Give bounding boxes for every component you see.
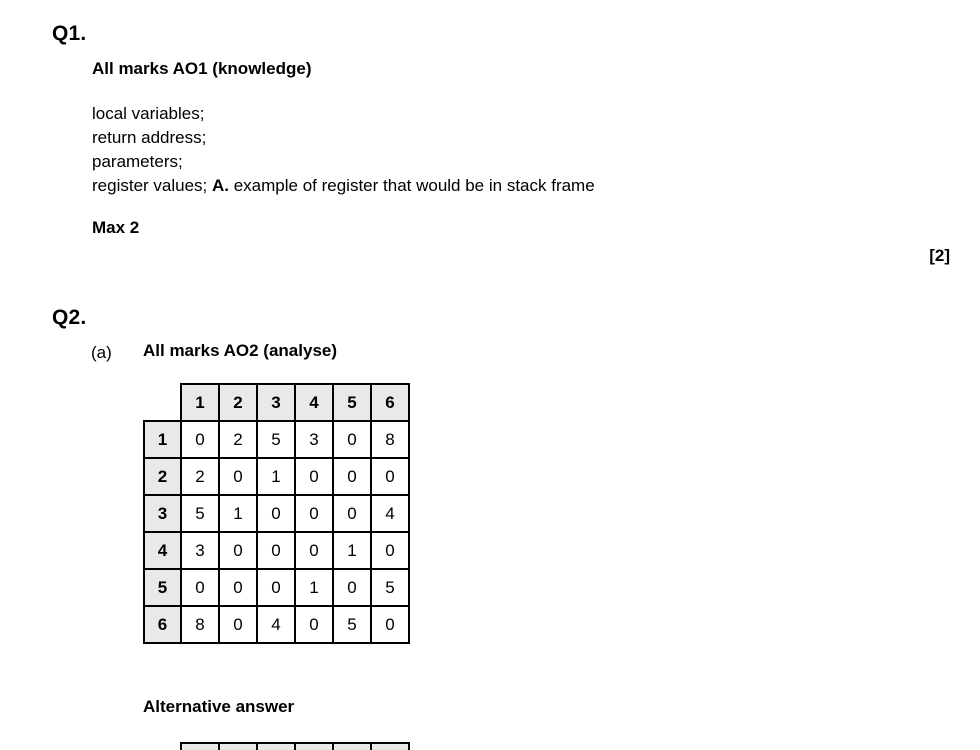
- q1-line-1: local variables;: [92, 104, 205, 123]
- alt-matrix-col-header: [219, 743, 257, 750]
- q1-marks-badge: [2]: [929, 246, 950, 265]
- alternative-matrix-partial: [180, 742, 416, 750]
- matrix-col-header: 4: [295, 384, 333, 421]
- q2-heading: All marks AO2 (analyse): [143, 341, 338, 360]
- matrix-row-header: 2: [144, 458, 181, 495]
- matrix-cell: 4: [257, 606, 295, 643]
- matrix-cell: 2: [181, 458, 219, 495]
- matrix-row: [144, 458, 409, 495]
- matrix-col-header: 3: [257, 384, 295, 421]
- q1-max-label: Max 2: [92, 218, 140, 237]
- q1-line-4: [92, 174, 595, 198]
- q1-line-3: parameters;: [92, 152, 183, 171]
- matrix-cell: 0: [181, 421, 219, 458]
- alternative-answer-label: Alternative answer: [143, 697, 295, 716]
- matrix-row-header: 3: [144, 495, 181, 532]
- matrix-cell: 2: [219, 421, 257, 458]
- matrix-cell: 0: [295, 532, 333, 569]
- matrix-cell: 0: [257, 569, 295, 606]
- matrix-cell: 5: [371, 569, 409, 606]
- matrix-cell: 0: [333, 458, 371, 495]
- matrix-row-header: 6: [144, 606, 181, 643]
- matrix-col-header: 6: [371, 384, 409, 421]
- q2-number: Q2.: [52, 306, 87, 329]
- matrix-row: [144, 532, 409, 569]
- matrix-cell: 0: [371, 606, 409, 643]
- matrix-cell: 0: [371, 458, 409, 495]
- matrix-cell: 3: [295, 421, 333, 458]
- matrix-cell: 5: [181, 495, 219, 532]
- matrix-row-header: 1: [144, 421, 181, 458]
- matrix-row-header: 5: [144, 569, 181, 606]
- matrix-col-header: 2: [219, 384, 257, 421]
- matrix-cell: 0: [219, 458, 257, 495]
- matrix-cell: 0: [219, 569, 257, 606]
- alt-matrix-col-header: [295, 743, 333, 750]
- matrix-cell: 1: [295, 569, 333, 606]
- matrix-cell: 1: [333, 532, 371, 569]
- alt-matrix-col-header: [333, 743, 371, 750]
- matrix-cell: 1: [257, 458, 295, 495]
- matrix-cell: 0: [333, 495, 371, 532]
- alt-matrix-col-header: [257, 743, 295, 750]
- matrix-cell: 4: [371, 495, 409, 532]
- matrix-cell: 5: [257, 421, 295, 458]
- q2-part-label: (a): [91, 343, 112, 362]
- alt-matrix-col-header: [181, 743, 219, 750]
- matrix-col-header: 5: [333, 384, 371, 421]
- alternative-matrix-header-row: [180, 742, 410, 750]
- alt-matrix-col-header: [371, 743, 409, 750]
- matrix-cell: 0: [333, 569, 371, 606]
- matrix-row: [144, 421, 409, 458]
- matrix-row: [144, 569, 409, 606]
- matrix-row-header: 4: [144, 532, 181, 569]
- matrix-corner-cell: [144, 384, 181, 421]
- matrix-row: [144, 606, 409, 643]
- matrix-cell: 0: [257, 532, 295, 569]
- q1-line-4-prefix: register values;: [92, 176, 212, 195]
- matrix-cell: 0: [257, 495, 295, 532]
- q1-number: Q1.: [52, 22, 87, 45]
- matrix-cell: 0: [333, 421, 371, 458]
- q1-line-4-suffix: example of register that would be in stack frame: [229, 176, 595, 195]
- matrix-cell: 1: [219, 495, 257, 532]
- matrix-cell: 0: [295, 458, 333, 495]
- matrix-header-row: [144, 384, 409, 421]
- matrix-cell: 0: [219, 532, 257, 569]
- q1-answer-lines: [92, 102, 595, 198]
- q1-line-2: return address;: [92, 128, 207, 147]
- alt-matrix-header-row: [181, 743, 409, 750]
- matrix-cell: 0: [181, 569, 219, 606]
- matrix-cell: 8: [371, 421, 409, 458]
- matrix-cell: 0: [219, 606, 257, 643]
- matrix-cell: 8: [181, 606, 219, 643]
- matrix-col-header: 1: [181, 384, 219, 421]
- matrix-cell: 3: [181, 532, 219, 569]
- adjacency-matrix: [143, 383, 410, 644]
- matrix-cell: 0: [371, 532, 409, 569]
- matrix-cell: 0: [295, 606, 333, 643]
- matrix-cell: 0: [295, 495, 333, 532]
- matrix-cell: 5: [333, 606, 371, 643]
- matrix-row: [144, 495, 409, 532]
- q1-heading: All marks AO1 (knowledge): [92, 59, 312, 78]
- q1-line-4-accept-marker: A.: [212, 176, 229, 195]
